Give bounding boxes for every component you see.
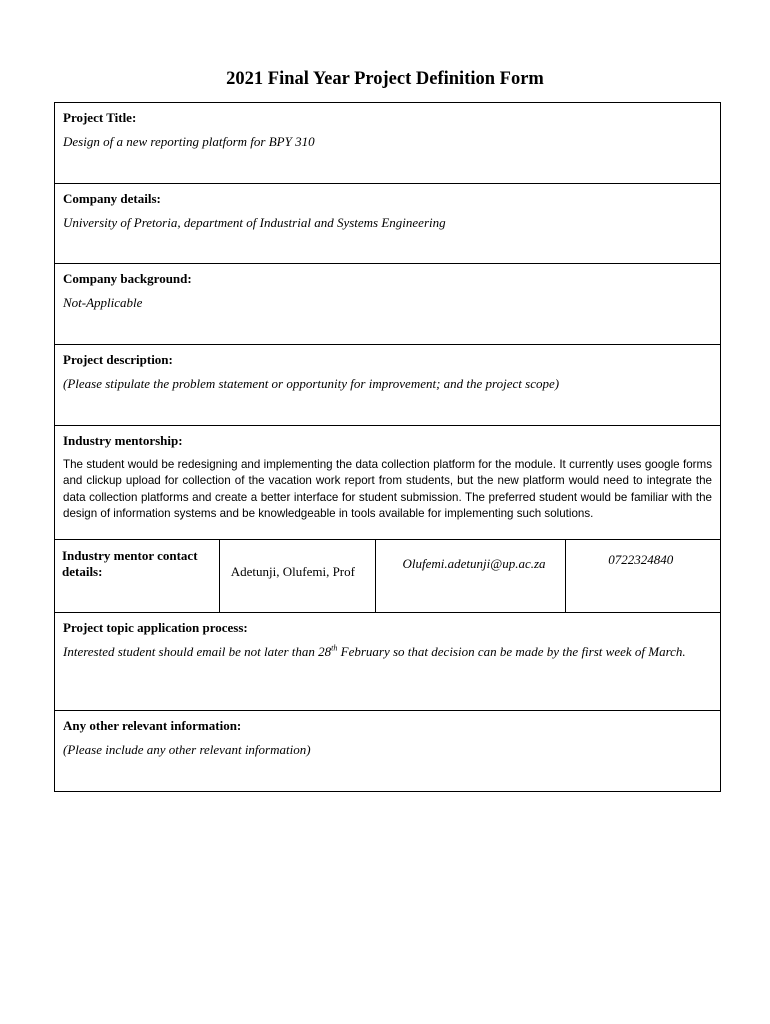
project-description-label: Project description:: [63, 352, 173, 367]
mentor-phone: 0722324840: [608, 552, 674, 567]
project-title-label: Project Title:: [63, 110, 137, 125]
mentor-email: Olufemi.adetunji@up.ac.za: [402, 556, 546, 571]
application-process-superscript: th: [331, 643, 338, 653]
company-details-section: [55, 184, 720, 264]
mentor-email-cell: [376, 540, 567, 612]
project-definition-form: [54, 102, 721, 792]
company-background-value: Not-Applicable: [63, 295, 143, 310]
mentor-contact-label-cell: [55, 540, 220, 612]
application-process-value: [63, 644, 712, 660]
mentor-name: Adetunji, Olufemi, Prof: [230, 564, 355, 579]
form-title: 2021 Final Year Project Definition Form: [226, 69, 544, 89]
mentor-contact-section: [55, 540, 720, 613]
project-description-section: [55, 345, 720, 426]
application-process-text-start: Interested student should email be not later than 28: [63, 644, 332, 659]
application-process-section: [55, 613, 720, 711]
mentor-name-cell: [220, 540, 376, 612]
company-background-label: Company background:: [63, 271, 192, 286]
industry-mentorship-label: Industry mentorship:: [63, 433, 183, 448]
mentor-phone-cell: [566, 540, 720, 612]
other-info-label: Any other relevant information:: [63, 718, 242, 733]
industry-mentorship-section: [55, 426, 720, 540]
other-info-section: [55, 711, 720, 791]
industry-mentorship-value: The student would be redesigning and implementing the data collection platform for the module. It currently uses google forms and clickup upload for collection of the vacation work report from students, but the new platform would need to integrate the data collection platforms and create a better interface for student submission. The preferred student would be familiar with the design of information systems and be knowledgeable in tools available for implementing such solutions.: [63, 458, 712, 521]
project-title-value: Design of a new reporting platform for BPY 310: [63, 134, 315, 149]
project-description-value: (Please stipulate the problem statement or opportunity for improvement; and the project scope): [63, 376, 560, 391]
application-process-text-end: February so that decision can be made by the first week of March.: [337, 644, 686, 659]
company-background-section: [55, 264, 720, 345]
application-process-label: Project topic application process:: [63, 620, 248, 635]
other-info-value: (Please include any other relevant information): [63, 742, 311, 757]
project-title-section: [55, 103, 720, 184]
company-details-label: Company details:: [63, 191, 161, 206]
company-details-value: University of Pretoria, department of Industrial and Systems Engineering: [63, 215, 446, 230]
mentor-contact-label: Industry mentor contact details:: [62, 548, 198, 579]
